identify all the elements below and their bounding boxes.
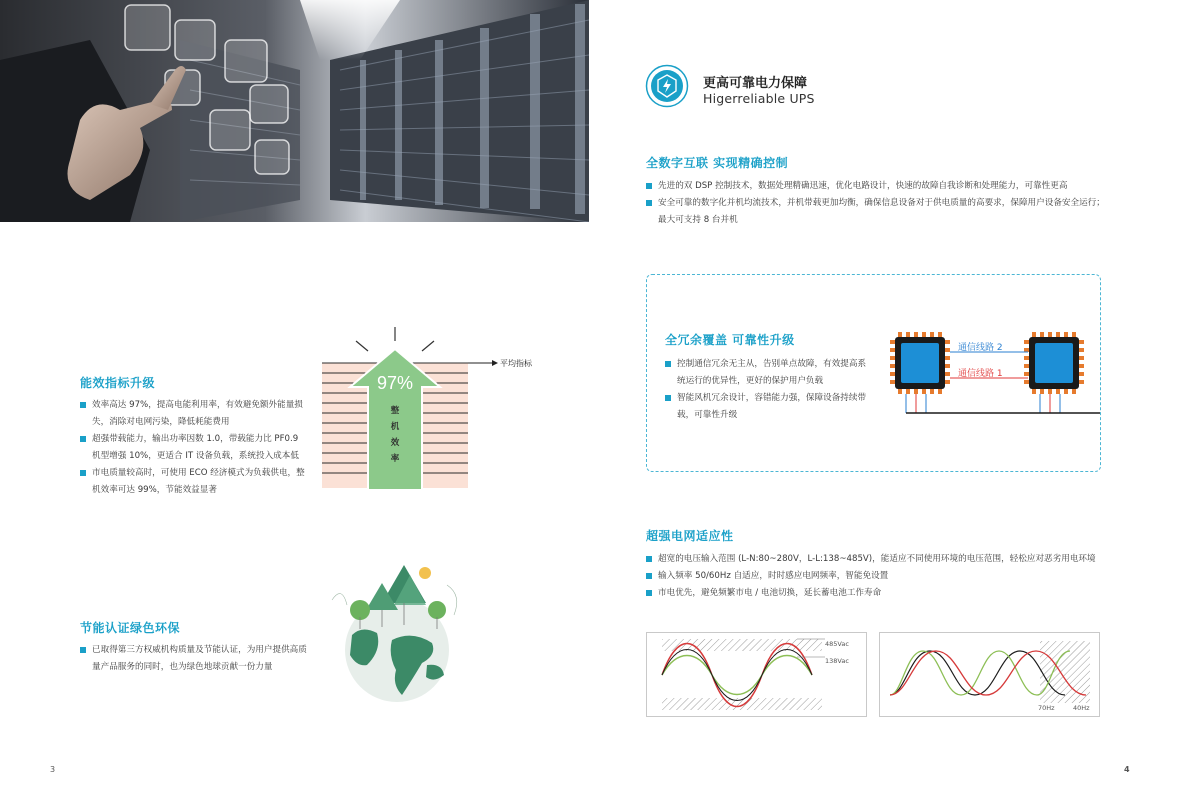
frequency-range-chart (879, 632, 1100, 717)
efficiency-title: 能效指标升级 (80, 376, 156, 390)
freq-low-label: 70Hz (1038, 704, 1055, 712)
list-item: 安全可靠的数字化并机均流技术，并机带载更加均衡，确保信息设备对于供电质量的高要求，保障用户设备安全运行；最大可支持 8 台并机 (646, 195, 1106, 229)
green-bullets (80, 642, 308, 676)
comm-line-1-label: 通信线路 1 (958, 369, 1003, 379)
list-item: 先进的双 DSP 控制技术，数据处理精确迅速，优化电路设计，快速的故障自我诊断和处理能力，可靠性更高 (646, 178, 1106, 195)
redundancy-diagram (880, 328, 1100, 423)
list-item: 输入频率 50/60Hz 自适应，时时感应电网频率，智能免设置 (646, 568, 1106, 585)
list-item: 效率高达 97%，提高电能利用率，有效避免额外能量损失，消除对电网污染，降低耗能费用 (80, 397, 308, 431)
reference-label: 平均指标 (500, 359, 532, 368)
list-item: 智能风机冗余设计，容错能力强，保障设备持续带载，可靠性升级 (665, 390, 870, 424)
efficiency-bullets (80, 397, 308, 499)
shield-lightning-icon (645, 64, 689, 108)
comm-line-2-label: 通信线路 2 (958, 343, 1003, 353)
hero-photo (0, 0, 589, 222)
efficiency-graphic (320, 325, 545, 490)
arrow-char: 效 (390, 438, 400, 448)
list-item: 超强带载能力，输出功率因数 1.0，带载能力比 PF0.9 机型增强 10%，更适合 IT 设备负载，系统投入成本低 (80, 431, 308, 465)
redundancy-bullets (665, 356, 870, 424)
voltage-range-chart (646, 632, 867, 717)
freq-high-label: 40Hz (1073, 704, 1090, 712)
page-subtitle: Higerreliable UPS (703, 91, 815, 106)
digital-bullets (646, 178, 1106, 229)
arrow-char: 率 (390, 454, 400, 464)
list-item: 已取得第三方权威机构质量及节能认证，为用户提供高质量产品服务的同时，也为绿色地球贡献一份力量 (80, 642, 308, 676)
redundancy-title: 全冗余覆盖 可靠性升级 (665, 333, 795, 347)
arrow-char: 整 (390, 406, 400, 416)
server-room-image (0, 0, 589, 222)
list-item: 超宽的电压输入范围 (L-N:80~280V，L-L:138~485V)，能适应不同使用环境的电压范围，轻松应对恶劣用电环境 (646, 551, 1106, 568)
digital-title: 全数字互联 实现精确控制 (646, 156, 789, 170)
green-title: 节能认证绿色环保 (80, 621, 181, 635)
grid-bullets (646, 551, 1106, 602)
page-title: 更高可靠电力保障 (703, 76, 808, 91)
arrow-char: 机 (390, 422, 400, 432)
list-item: 市电优先，避免频繁市电 / 电池切换，延长蓄电池工作寿命 (646, 585, 1106, 602)
list-item: 市电质量较高时，可使用 ECO 经济模式为负载供电，整机效率可达 99%，节能效益显著 (80, 465, 308, 499)
page-number-right: 4 (1124, 765, 1130, 774)
list-item: 控制通信冗余无主从，告别单点故障，有效提高系统运行的优异性，更好的保护用户负载 (665, 356, 870, 390)
page-number-left: 3 (50, 765, 56, 774)
grid-title: 超强电网适应性 (646, 529, 734, 543)
voltage-upper-label: 485Vac (825, 640, 849, 648)
efficiency-value: 97% (376, 373, 414, 393)
voltage-lower-label: 138Vac (825, 657, 849, 665)
green-earth-illustration (322, 555, 472, 705)
